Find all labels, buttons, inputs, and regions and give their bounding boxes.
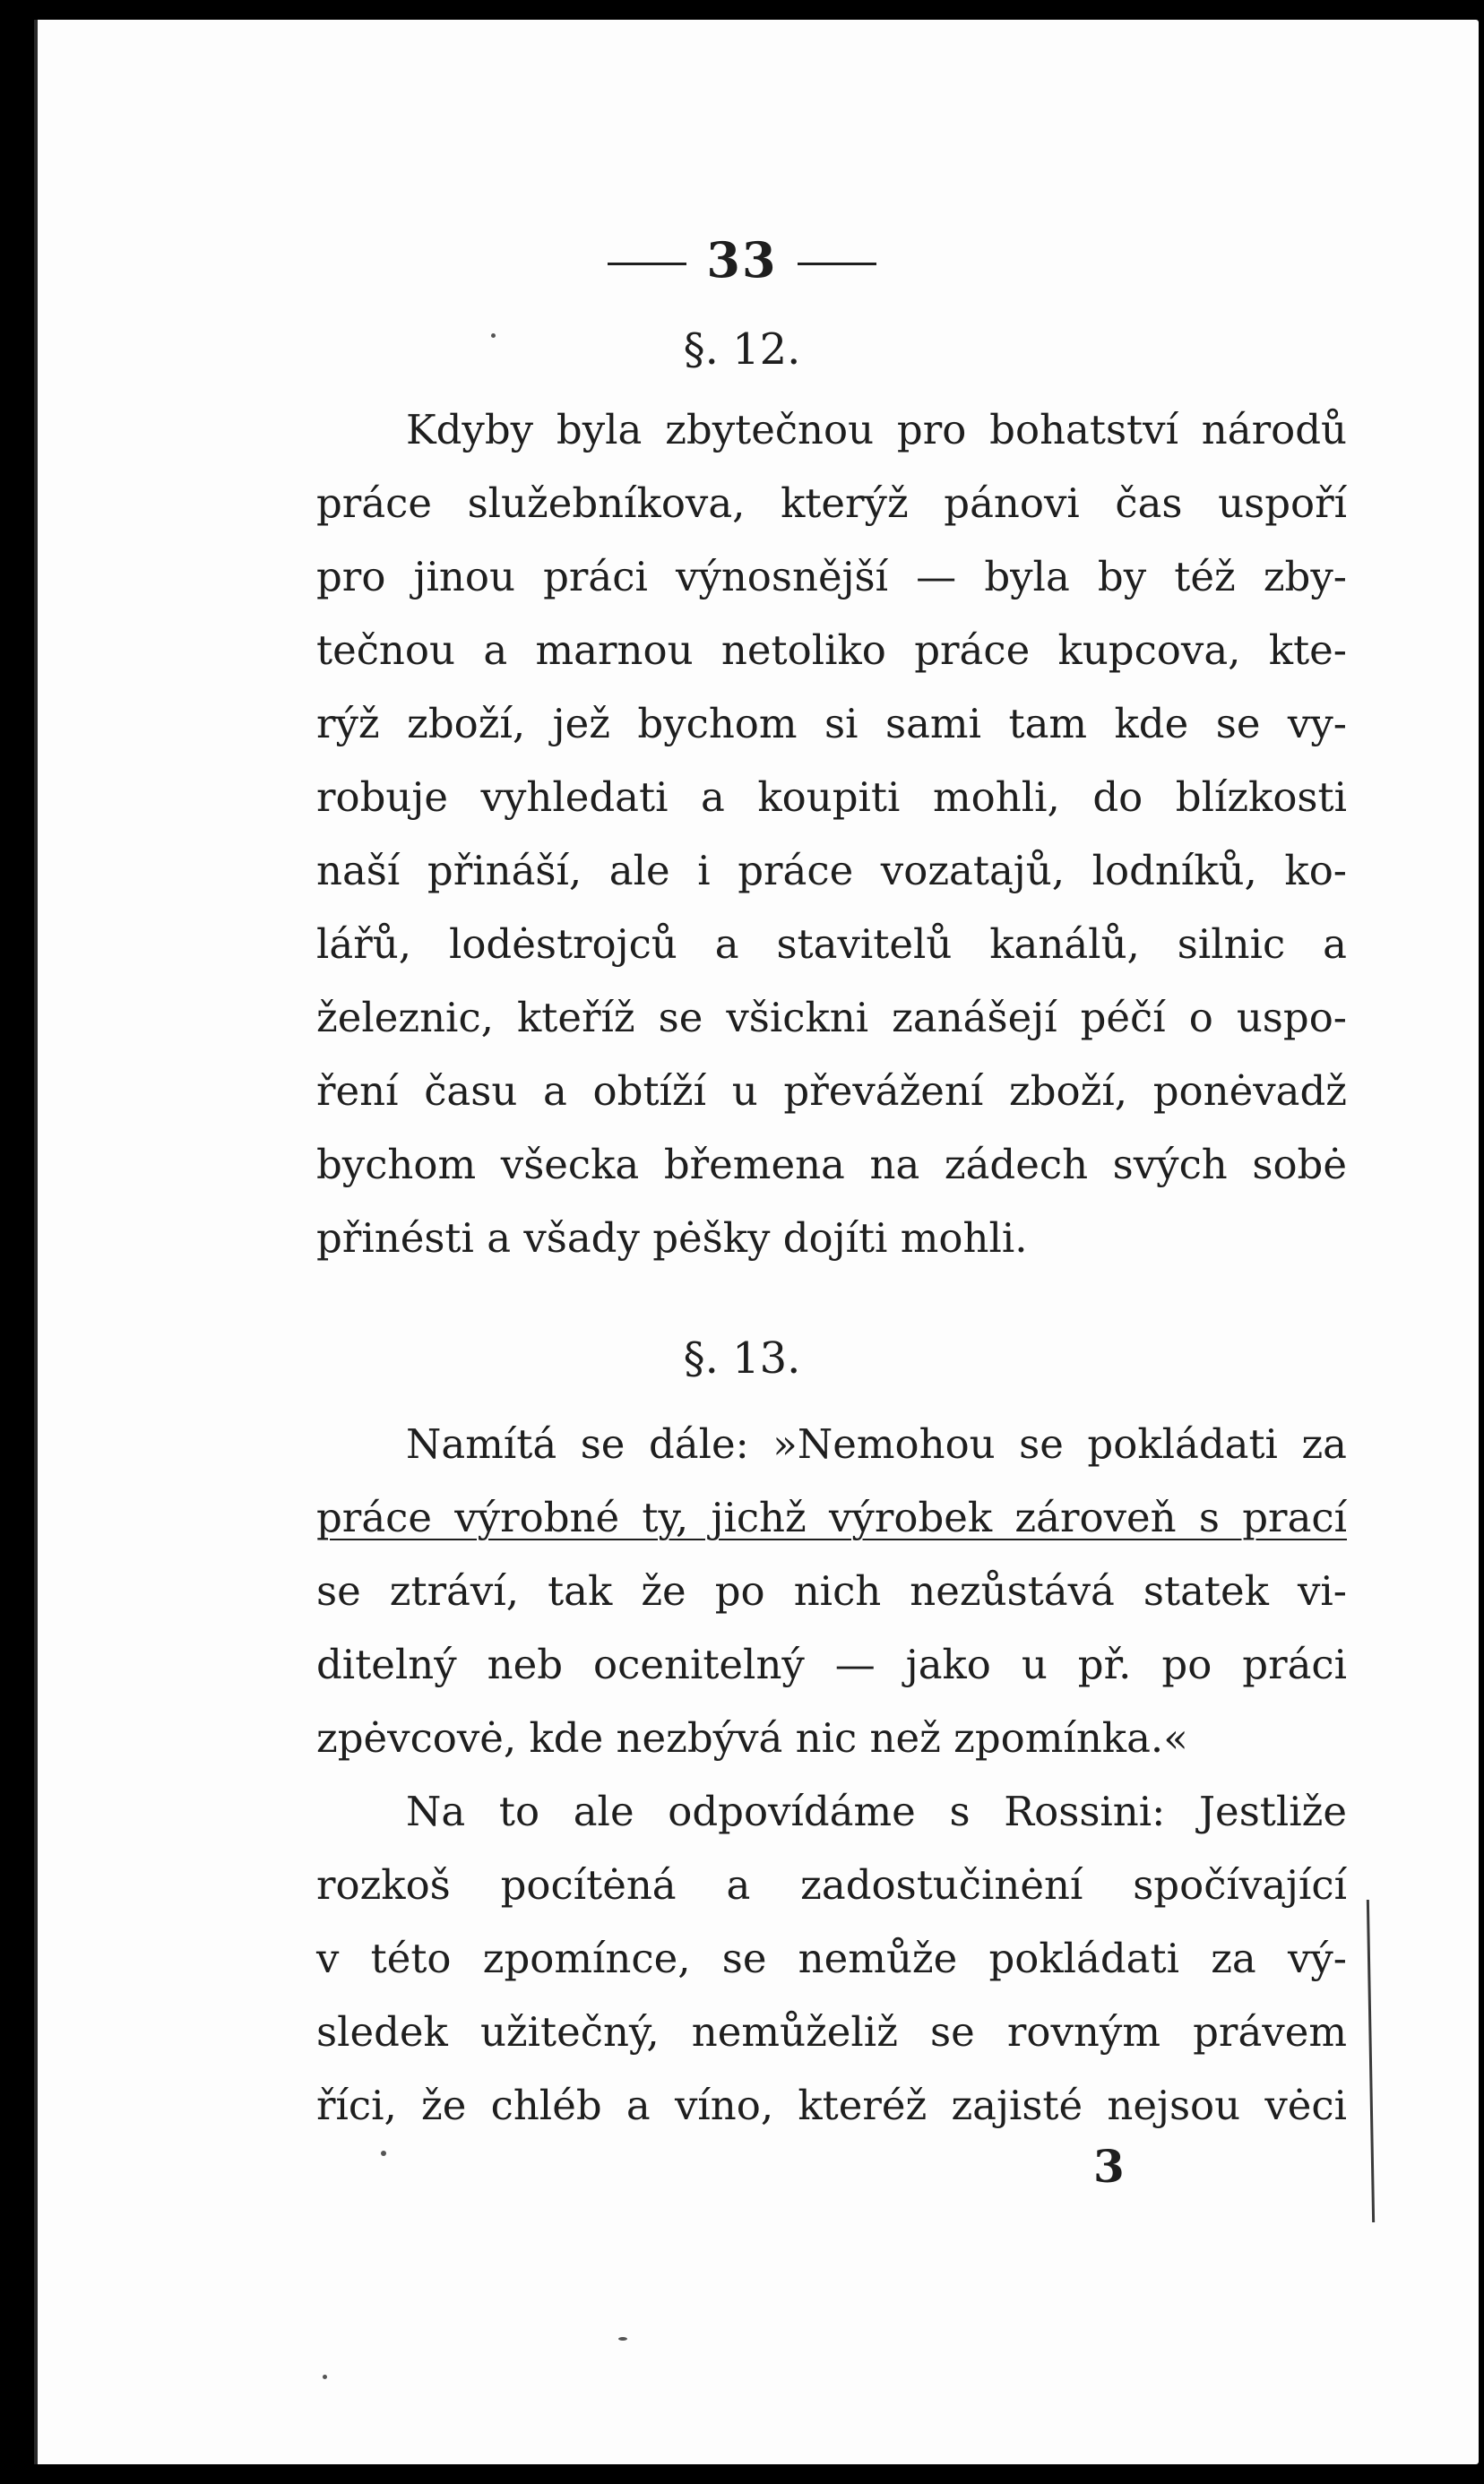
paper-speck — [381, 2151, 386, 2156]
signature-mark: 3 — [1093, 2140, 1125, 2193]
text-line: Na to ale odpovídáme s Rossini: Jestliže — [406, 1788, 1347, 1835]
paper-speck — [618, 2337, 627, 2341]
text-line: tečnou a marnou netoliko práce kupcova, kte- — [316, 626, 1347, 674]
paper-speck — [323, 2375, 327, 2379]
text-line: železnic, kteříž se všickni zanášejí péčí o uspo- — [316, 994, 1347, 1041]
paper-speck — [491, 333, 496, 338]
text-line: se ztráví, tak že po nich nezůstává statek vi- — [316, 1567, 1347, 1615]
page-number: 33 — [706, 231, 778, 289]
text-line: sledek užitečný, nemůželiž se rovným právem — [316, 2008, 1347, 2056]
text-line: ření času a obtíží u převážení zboží, ponėvadž — [316, 1067, 1347, 1115]
scan-edge — [34, 20, 38, 2464]
text-line: zpėvcovė, kde nezbývá nic než zpomínka.« — [316, 1714, 1188, 1762]
text-line: rýž zboží, jež bychom si sami tam kde se vy- — [316, 700, 1347, 747]
text-line: říci, že chléb a víno, kteréž zajisté nejsou vėci — [316, 2082, 1347, 2129]
text-line: ditelný neb ocenitelný — jako u př. po práci — [316, 1641, 1347, 1688]
text-line: pro jinou práci výnosnější — byla by též zby- — [316, 553, 1347, 600]
text-line: lářů, lodėstrojců a stavitelů kanálů, silnic a — [316, 920, 1347, 968]
text-line: Namítá se dále: »Nemohou se pokládati za — [406, 1420, 1347, 1468]
text-line: bychom všecka břemena na zádech svých sobė — [316, 1141, 1347, 1188]
text-line: Kdyby byla zbytečnou pro bohatství národů — [406, 406, 1347, 453]
text-line: rozkoš pocítėná a zadostučinėní spočívající — [316, 1861, 1347, 1909]
text-line: naší přináší, ale i práce vozatajů, lodníků, ko- — [316, 847, 1347, 894]
header-dash-right — [798, 263, 876, 265]
section-mark-13: §. 13. — [683, 1333, 801, 1384]
text-line: přinésti a všady pėšky dojíti mohli. — [316, 1214, 1028, 1262]
section-mark-12: §. 12. — [683, 324, 801, 375]
text-line: robuje vyhledati a koupiti mohli, do blízkosti — [316, 773, 1347, 821]
text-line: práce služebníkova, kterýž pánovi čas uspoří — [316, 479, 1347, 527]
page-header — [0, 231, 1484, 289]
text-line: práce výrobné ty, jichž výrobek zároveň s prací — [316, 1494, 1347, 1541]
header-dash-left — [608, 263, 686, 265]
text-line: v této zpomínce, se nemůže pokládati za vý- — [316, 1935, 1347, 1982]
